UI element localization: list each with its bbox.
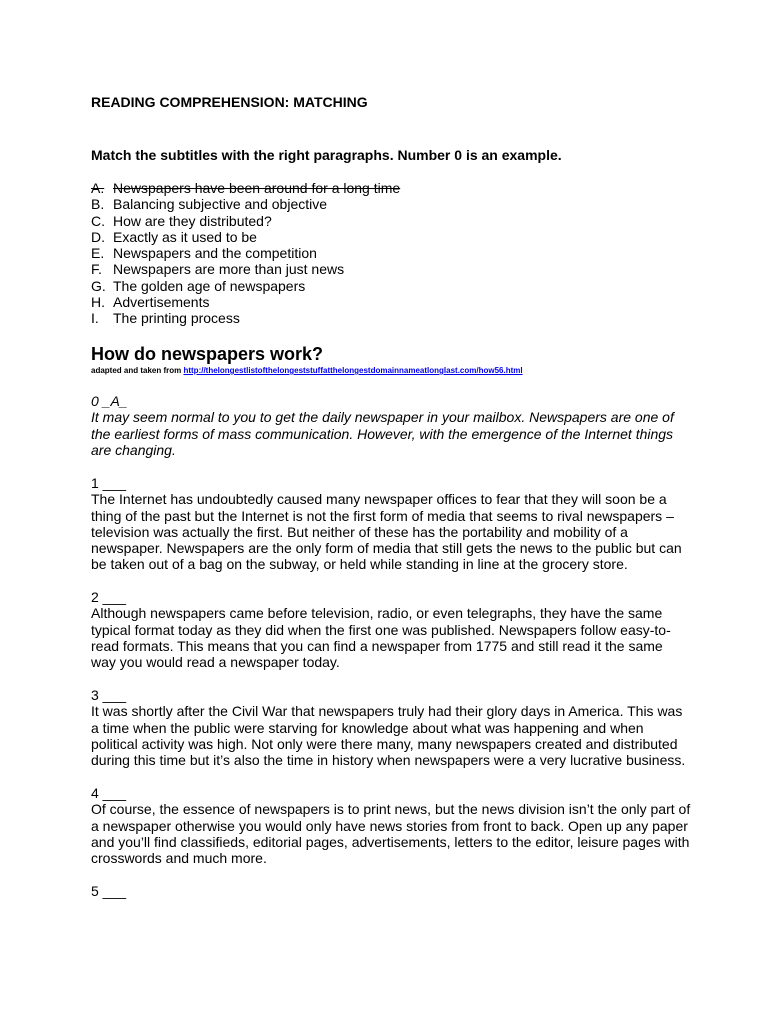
option-h: [91, 294, 400, 310]
article-title: How do newspapers work?: [91, 344, 324, 364]
paragraph-number: 3 ___: [91, 687, 127, 703]
page-heading: READING COMPREHENSION: MATCHING: [91, 94, 368, 110]
option-text: Balancing subjective and objective: [113, 196, 328, 213]
paragraph-number: 5 ___: [91, 883, 127, 899]
option-b: [91, 196, 400, 212]
paragraph-text: It was shortly after the Civil War that newspapers truly had their glory days in America. This was a time when the public were starving for knowledge about what was happening and when political activity was high. Not only were there many, many newspapers created and distributed during this time but it’s also the time in history when newspapers were a very lucrative business.: [91, 703, 686, 769]
option-i: [91, 310, 400, 326]
source-prefix: adapted and taken from: [91, 366, 184, 375]
paragraph-text: Of course, the essence of newspapers is to print news, but the news division isn’t the only part of a newspaper otherwise you would only have news stories from front to back. Open up any paper and you’ll find classifieds, editorial pages, advertisements, letters to the editor, leisure pages with crosswords and much more.: [91, 801, 691, 867]
option-c: [91, 213, 400, 229]
option-text: The printing process: [113, 310, 240, 327]
instruction-text: Match the subtitles with the right paragraphs. Number 0 is an example.: [91, 147, 562, 163]
option-e: [91, 245, 400, 261]
option-letter: B.: [91, 196, 105, 213]
paragraph-number: 1 ___: [91, 475, 127, 491]
source-credit: [91, 366, 523, 376]
subtitle-options-list: [91, 180, 400, 327]
option-text: Newspapers and the competition: [113, 245, 317, 262]
option-letter: H.: [91, 294, 105, 311]
paragraph-3: [91, 687, 691, 768]
option-text: Advertisements: [113, 294, 210, 311]
paragraph-4: [91, 785, 691, 866]
option-text: Newspapers are more than just news: [113, 261, 345, 278]
option-letter: I.: [91, 310, 99, 327]
option-text: The golden age of newspapers: [113, 277, 306, 294]
option-letter: A.: [91, 180, 105, 196]
option-text: Exactly as it used to be: [113, 228, 257, 245]
paragraph-0: [91, 393, 691, 458]
option-a: [91, 180, 400, 196]
paragraph-number: 0 _A_: [91, 393, 128, 409]
option-d: [91, 229, 400, 245]
source-link[interactable]: http://thelongestlistofthelongeststuffatthelongestdomainnameatlonglast.com/how56.html: [183, 366, 523, 375]
paragraph-1: [91, 475, 691, 573]
paragraph-text: The Internet has undoubtedly caused many newspaper offices to fear that they will soon be a thing of the past but the Internet is not the first form of media that seems to rival newspapers – television was actually the first. But neither of these has the portability and mobility of a newspaper. Newspapers are the only form of media that still gets the news to the public but can be taken out of a bag on the subway, or held while standing in line at the grocery store.: [91, 491, 682, 573]
option-letter: F.: [91, 261, 102, 278]
option-letter: G.: [91, 277, 106, 294]
option-text: Newspapers have been around for a long time: [113, 180, 401, 196]
paragraph-number: 4 ___: [91, 785, 127, 801]
option-text: How are they distributed?: [113, 212, 272, 229]
option-f: [91, 261, 400, 277]
paragraph-text: Although newspapers came before television, radio, or even telegraphs, they have the same typical format today as they did when the first one was published. Newspapers follow easy-to-read formats. This means that you can find a newspaper from 1775 and still read it the same way you would read a newspaper today.: [91, 605, 671, 671]
option-letter: C.: [91, 212, 105, 229]
paragraph-2: [91, 589, 691, 670]
paragraph-text: It may seem normal to you to get the daily newspaper in your mailbox. Newspapers are one of the earliest forms of mass communication. However, with the emergence of the Internet things are changing.: [91, 409, 674, 458]
paragraph-number: 2 ___: [91, 589, 127, 605]
paragraph-5: [91, 883, 691, 899]
option-letter: E.: [91, 245, 105, 262]
option-g: [91, 278, 400, 294]
option-letter: D.: [91, 228, 105, 245]
